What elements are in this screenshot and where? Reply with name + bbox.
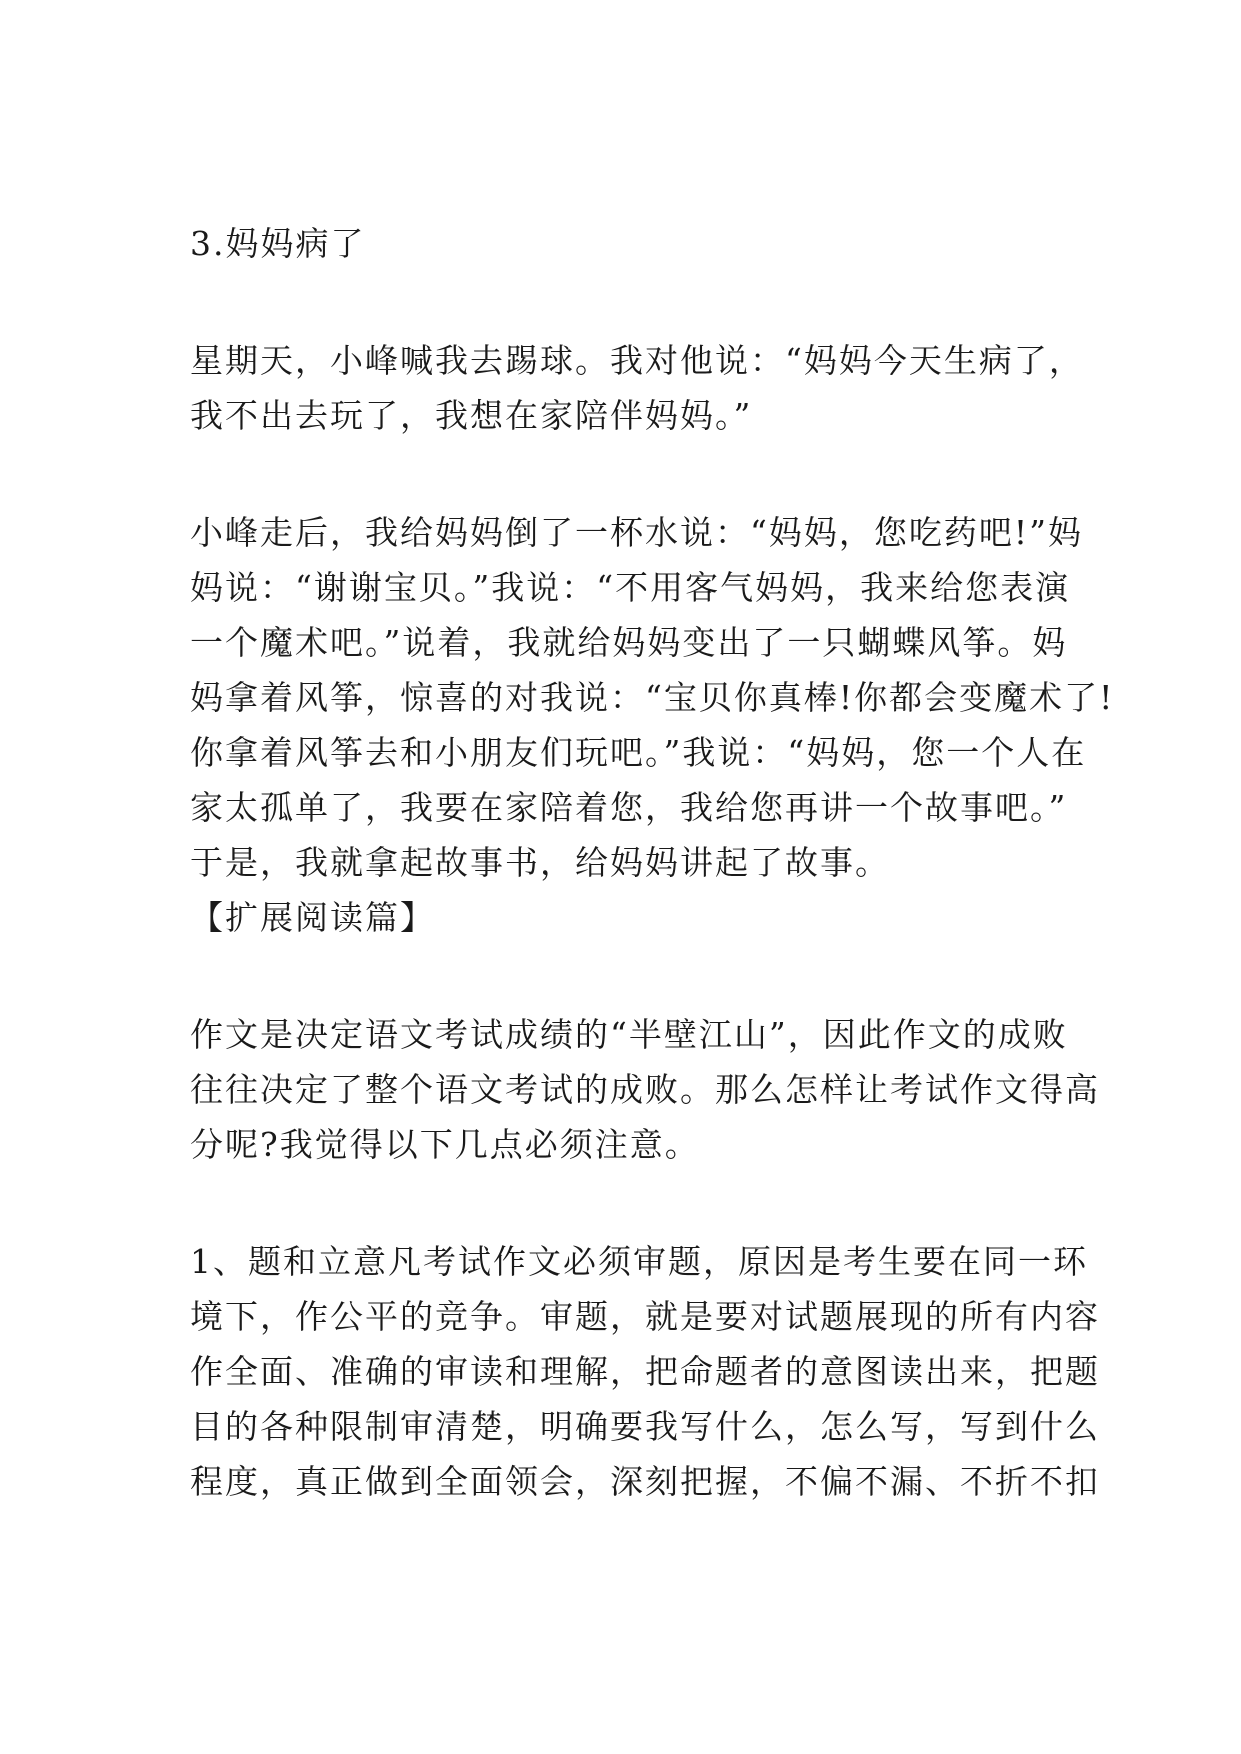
paragraph-gap xyxy=(190,945,1052,1007)
paragraph-line: 于是，我就拿起故事书，给妈妈讲起了故事。 xyxy=(190,843,890,882)
paragraph-2 xyxy=(190,505,1115,890)
paragraph-line: 一个魔术吧。”说着，我就给妈妈变出了一只蝴蝶风筝。妈 xyxy=(190,623,1068,662)
paragraph-line: 作文是决定语文考试成绩的“半壁江山”，因此作文的成败 xyxy=(190,1015,1068,1054)
paragraph-line: 家太孤单了，我要在家陪着您，我给您再讲一个故事吧。” xyxy=(190,788,1068,827)
extended-reading-title: 【扩展阅读篇】 xyxy=(190,898,435,937)
paragraph-line: 作全面、准确的审读和理解，把命题者的意图读出来，把题 xyxy=(190,1352,1100,1391)
paragraph-4 xyxy=(190,1234,1100,1509)
paragraph-1 xyxy=(190,333,1084,443)
paragraph-gap xyxy=(190,443,1052,505)
paragraph-line: 你拿着风筝去和小朋友们玩吧。”我说：“妈妈，您一个人在 xyxy=(190,733,1087,772)
paragraph-line: 我不出去玩了，我想在家陪伴妈妈。” xyxy=(190,396,753,435)
paragraph-line: 分呢?我觉得以下几点必须注意。 xyxy=(190,1125,700,1164)
document-page xyxy=(190,216,1115,1509)
paragraph-gap xyxy=(190,1172,1052,1234)
paragraph-3 xyxy=(190,1007,1100,1172)
paragraph-line: 程度，真正做到全面领会，深刻把握，不偏不漏、不折不扣 xyxy=(190,1462,1100,1501)
section-heading: 3.妈妈病了 xyxy=(190,224,366,263)
paragraph-line: 往往决定了整个语文考试的成败。那么怎样让考试作文得高 xyxy=(190,1070,1100,1109)
paragraph-line: 星期天，小峰喊我去踢球。我对他说：“妈妈今天生病了， xyxy=(190,341,1084,380)
paragraph-line: 境下，作公平的竞争。审题，就是要对试题展现的所有内容 xyxy=(190,1297,1100,1336)
paragraph-line: 小峰走后，我给妈妈倒了一杯水说：“妈妈，您吃药吧!”妈 xyxy=(190,513,1084,552)
paragraph-line: 妈拿着风筝，惊喜的对我说：“宝贝你真棒!你都会变魔术了! xyxy=(190,678,1115,717)
paragraph-line: 1、题和立意凡考试作文必须审题，原因是考生要在同一环 xyxy=(190,1242,1088,1281)
paragraph-line: 目的各种限制审清楚，明确要我写什么，怎么写，写到什么 xyxy=(190,1407,1100,1446)
paragraph-line: 妈说：“谢谢宝贝。”我说：“不用客气妈妈，我来给您表演 xyxy=(190,568,1071,607)
paragraph-gap xyxy=(190,271,1052,333)
